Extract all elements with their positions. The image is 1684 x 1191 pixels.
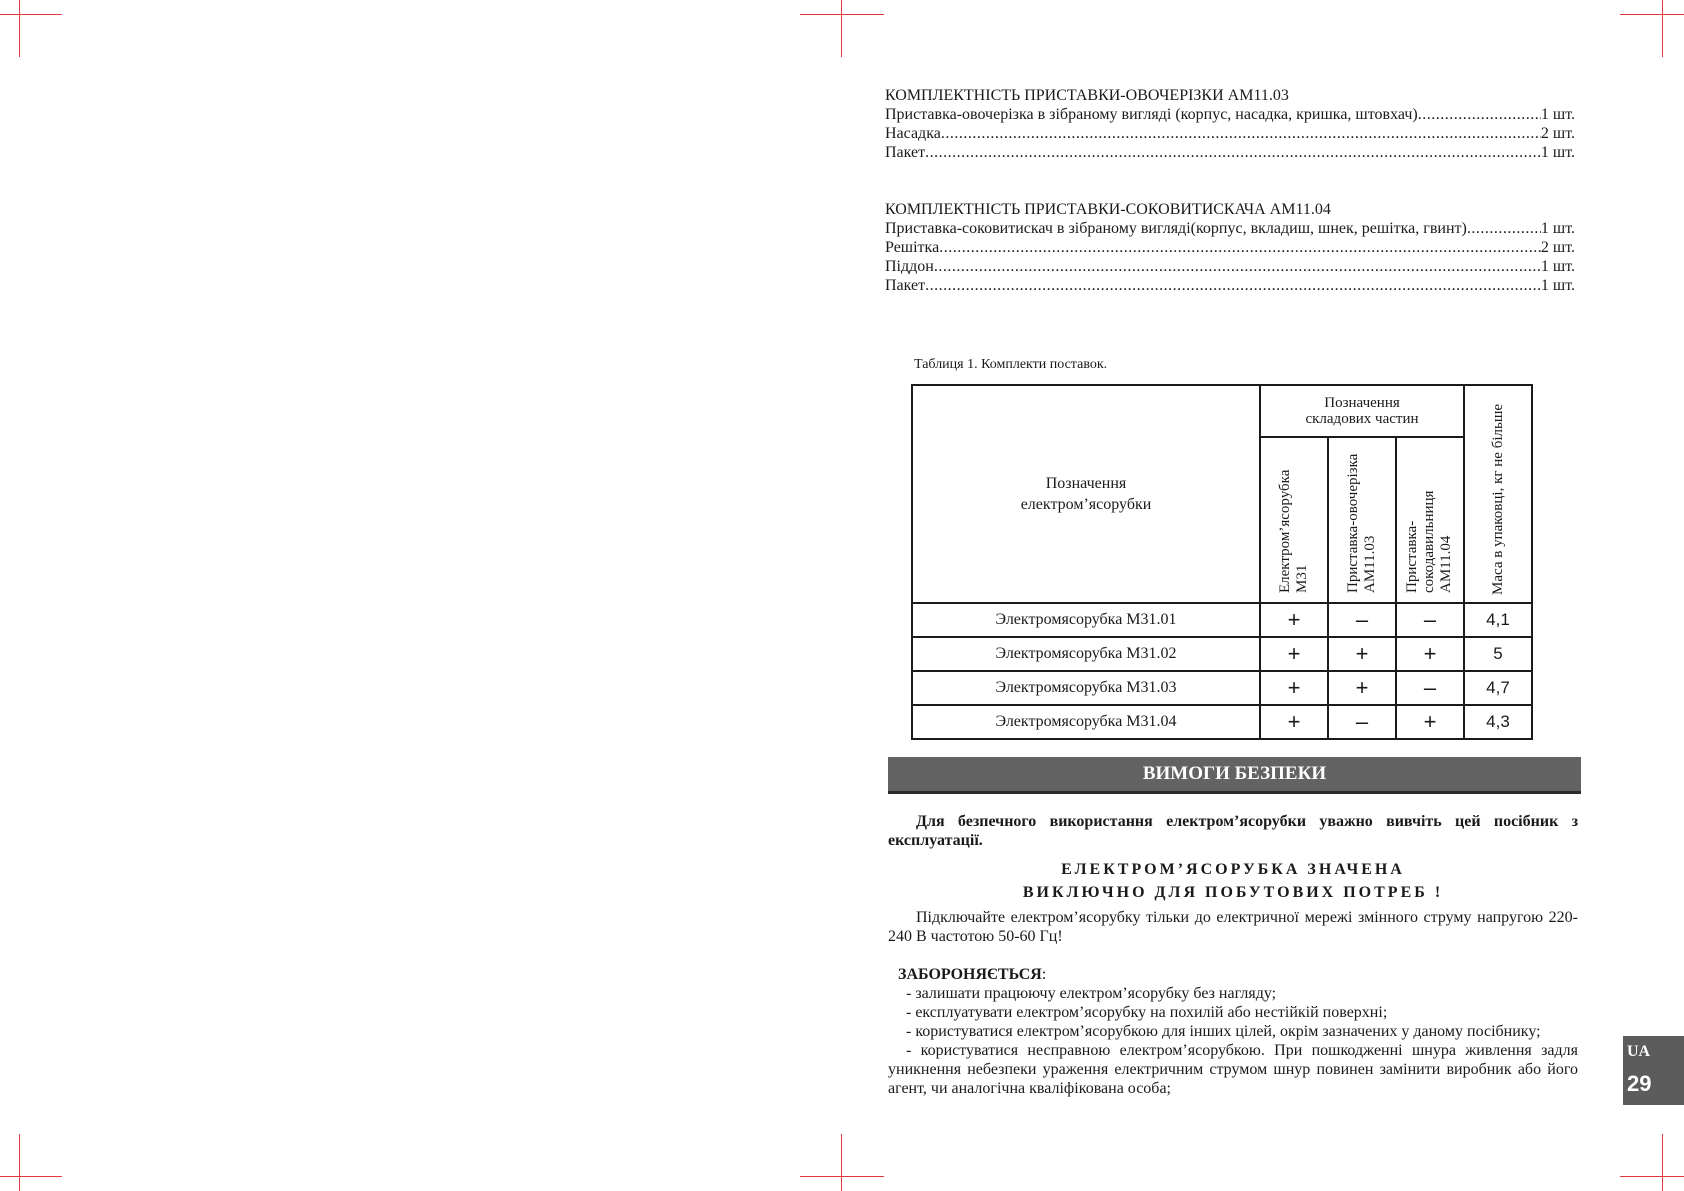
peeler-set-title: КОМПЛЕКТНІСТЬ ПРИСТАВКИ-ОВОЧЕРІЗКИ АМ11.03 xyxy=(885,87,1289,104)
list-item: - залишати працюючу електром’ясорубку без нагляду; xyxy=(906,985,1277,1002)
list-item: Пакет ..... 1 шт. xyxy=(885,276,1575,295)
juicer-set xyxy=(885,200,1575,295)
juicer-set-title: КОМПЛЕКТНІСТЬ ПРИСТАВКИ-СОКОВИТИСКАЧА АМ11.04 xyxy=(885,201,1331,218)
table-cell: – xyxy=(1328,705,1396,739)
table-cell: – xyxy=(1328,603,1396,637)
table-row xyxy=(912,671,1532,705)
table-cell-mass: 4,1 xyxy=(1464,603,1532,637)
kit-lists xyxy=(885,86,1575,333)
table-caption: Таблиця 1. Комплекти поставок. xyxy=(914,357,1108,372)
header-mass: Маса в упаковці, кг не більше xyxy=(1464,385,1532,603)
table-cell-model: Электромясорубка М31.04 xyxy=(912,705,1260,739)
table-cell-model: Электромясорубка М31.01 xyxy=(912,603,1260,637)
safety-heading: ВИМОГИ БЕЗПЕКИ xyxy=(888,757,1581,794)
safety-notice-line1: ЕЛЕКТРОМ’ЯСОРУБКА ЗНАЧЕНА xyxy=(1061,861,1405,878)
header-model: Позначення електром’ясорубки xyxy=(912,385,1260,603)
table-row xyxy=(912,637,1532,671)
table-row xyxy=(912,705,1532,739)
list-item: Пакет ..... 1 шт. xyxy=(885,143,1575,162)
table-cell: + xyxy=(1260,671,1328,705)
list-item: Приставка-овочерізка в зібраному вигляді (корпус, насадка, кришка, штовхач) ..... 1 шт. xyxy=(885,105,1575,124)
table-cell: + xyxy=(1260,603,1328,637)
list-item: Приставка-соковитискач в зібраному вигляді(корпус, вкладиш, шнек, решітка, гвинт) ..... 1 шт. xyxy=(885,219,1575,238)
peeler-set xyxy=(885,86,1575,162)
prohibited-list xyxy=(888,984,1578,1098)
list-item: - користуватися електром’ясорубкою для інших цілей, окрім зазначених у даному посібнику; xyxy=(906,1023,1541,1040)
table-cell: – xyxy=(1396,671,1464,705)
safety-notice-line2: ВИКЛЮЧНО ДЛЯ ПОБУТОВИХ ПОТРЕБ ! xyxy=(1022,884,1444,901)
language-code: UA xyxy=(1627,1043,1651,1060)
header-m31: Електром’ясорубка М31 xyxy=(1260,437,1328,603)
table-cell: + xyxy=(1328,671,1396,705)
page-number: 29 xyxy=(1627,1071,1652,1096)
header-am1104: Приставка-сокодавильниця АМ11.04 xyxy=(1396,437,1464,603)
table-cell: + xyxy=(1328,637,1396,671)
page-tab xyxy=(1623,1036,1684,1105)
table-header-row xyxy=(912,385,1532,437)
header-parts: Позначення складових частин xyxy=(1260,385,1464,437)
prohibited-heading: ЗАБОРОНЯЄТЬСЯ: xyxy=(898,966,1047,983)
table-row xyxy=(912,603,1532,637)
table-cell: + xyxy=(1260,705,1328,739)
list-item: Насадка ..... 2 шт. xyxy=(885,124,1575,143)
table-cell-mass: 4,7 xyxy=(1464,671,1532,705)
table-cell-mass: 4,3 xyxy=(1464,705,1532,739)
header-am1103: Приставка-овочерізка АМ11.03 xyxy=(1328,437,1396,603)
list-item: Решітка ..... 2 шт. xyxy=(885,238,1575,257)
table-cell: + xyxy=(1260,637,1328,671)
list-item: - експлуатувати електром’ясорубку на похилій або нестійкій поверхні; xyxy=(906,1004,1388,1021)
delivery-sets-table xyxy=(911,384,1533,740)
table-cell: + xyxy=(1396,637,1464,671)
list-item: Піддон ..... 1 шт. xyxy=(885,257,1575,276)
safety-intro: Для безпечного використання електром’ясорубки уважно вивчіть цей посібник з експлуатації. xyxy=(888,813,1578,849)
list-item: - користуватися несправною електром’ясорубкою. При пошкодженні шнура живлення задля уникнення небезпеки ураження електричним струмом шнур повинен замінити виробник або його агент, чи аналогічна кваліфікована особа; xyxy=(888,1042,1578,1097)
table-cell-mass: 5 xyxy=(1464,637,1532,671)
table-cell-model: Электромясорубка М31.02 xyxy=(912,637,1260,671)
table-cell: + xyxy=(1396,705,1464,739)
safety-power: Підключайте електром’ясорубку тільки до електричної мережі змінного струму напругою 220-240 В частотою 50-60 Гц! xyxy=(888,909,1578,945)
table-cell-model: Электромясорубка М31.03 xyxy=(912,671,1260,705)
table-cell: – xyxy=(1396,603,1464,637)
